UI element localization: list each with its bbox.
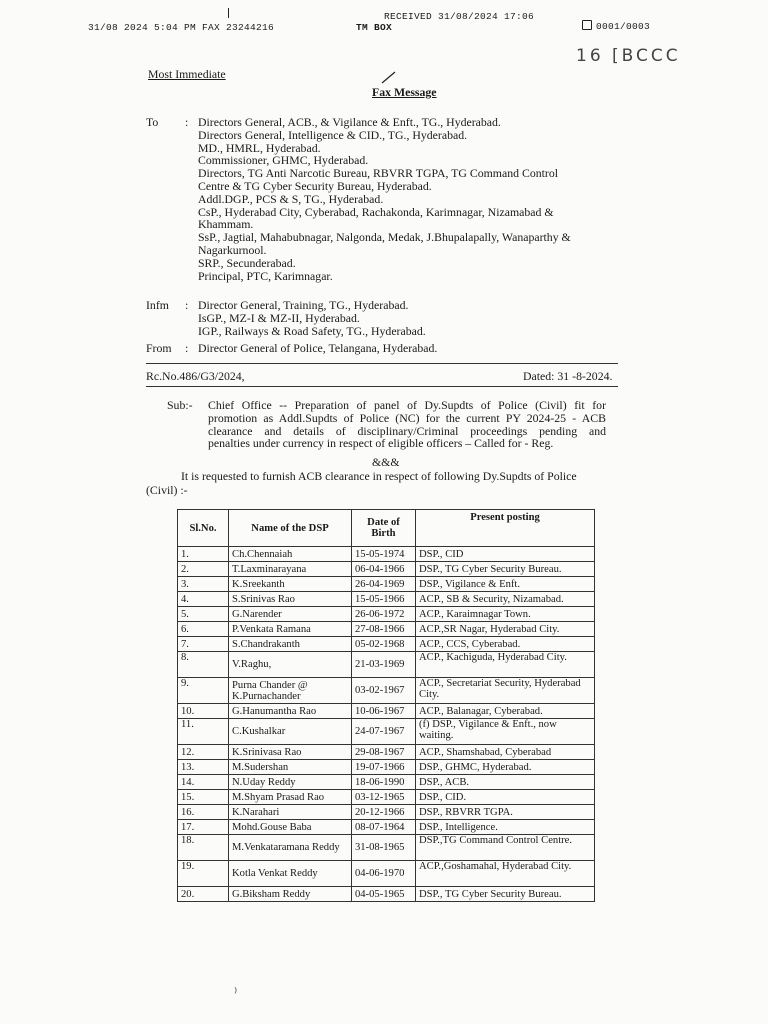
ref-rule-bottom	[146, 386, 618, 387]
cell-dob: 04-06-1970	[352, 861, 416, 887]
table-row	[178, 887, 595, 902]
reference-number: Rc.No.486/G3/2024,	[146, 369, 245, 383]
infm-line: Director General, Training, TG., Hyderabad.	[198, 298, 409, 312]
fax-header-left: 31/08 2024 5:04 PM FAX 23244216	[88, 22, 275, 33]
cell-dob: 15-05-1966	[352, 592, 416, 607]
cell-name: G.Hanumantha Rao	[229, 704, 352, 719]
cell-posting: DSP., ACB.	[416, 775, 595, 790]
cell-name: G.Biksham Reddy	[229, 887, 352, 902]
fax-tm-box: TM BOX	[356, 22, 393, 33]
cell-dob: 10-06-1967	[352, 704, 416, 719]
infm-line: IsGP., MZ-I & MZ-II, Hyderabad.	[198, 310, 360, 325]
cell-posting: ACP.,Goshamahal, Hyderabad City.	[416, 861, 595, 887]
cell-slno: 13.	[178, 760, 229, 775]
cell-dob: 05-02-1968	[352, 637, 416, 652]
cell-posting: DSP., Intelligence.	[416, 820, 595, 835]
cell-slno: 8.	[178, 652, 229, 678]
cell-name: P.Venkata Ramana	[229, 622, 352, 637]
cell-posting: ACP., Shamshabad, Cyberabad	[416, 745, 595, 760]
cell-slno: 15.	[178, 790, 229, 805]
fax-page-counter	[582, 20, 650, 32]
infm-list	[198, 299, 608, 337]
to-line: Nagarkurnool.	[198, 242, 267, 257]
to-line: Principal, PTC, Karimnagar.	[198, 268, 333, 283]
cell-slno: 16.	[178, 805, 229, 820]
cell-dob: 19-07-1966	[352, 760, 416, 775]
subject-label: Sub:-	[167, 398, 193, 412]
cell-slno: 5.	[178, 607, 229, 622]
table-row	[178, 678, 595, 704]
table-row	[178, 805, 595, 820]
to-line: CsP., Hyderabad City, Cyberabad, Rachakonda, Karimnagar, Nizamabad &	[198, 204, 554, 219]
to-line: Khammam.	[198, 217, 254, 232]
cell-name: M.Shyam Prasad Rao	[229, 790, 352, 805]
cell-slno: 6.	[178, 622, 229, 637]
from-line: Director General of Police, Telangana, Hyderabad.	[198, 341, 438, 355]
subject-line: penalties under currency in respect of eligible officers – Called for - Reg.	[208, 436, 554, 451]
to-label: To	[146, 115, 159, 129]
to-line: Directors, TG Anti Narcotic Bureau, RBVRR TGPA, TG Command Control	[198, 166, 559, 181]
cell-slno: 10.	[178, 704, 229, 719]
table-row	[178, 577, 595, 592]
cell-name: Ch.Chennaiah	[229, 547, 352, 562]
cell-dob: 31-08-1965	[352, 835, 416, 861]
cell-dob: 06-04-1966	[352, 562, 416, 577]
cell-slno: 18.	[178, 835, 229, 861]
cell-name: K.Narahari	[229, 805, 352, 820]
cell-name: S.Chandrakanth	[229, 637, 352, 652]
cell-dob: 03-12-1965	[352, 790, 416, 805]
cell-posting: (f) DSP., Vigilance & Enft., now waiting.	[416, 719, 595, 745]
table-row	[178, 562, 595, 577]
cell-slno: 7.	[178, 637, 229, 652]
to-line: SRP., Secunderabad.	[198, 255, 296, 270]
header-slno: Sl.No.	[178, 510, 229, 547]
cell-slno: 1.	[178, 547, 229, 562]
cell-slno: 17.	[178, 820, 229, 835]
table-row	[178, 790, 595, 805]
cell-slno: 3.	[178, 577, 229, 592]
cell-slno: 4.	[178, 592, 229, 607]
cell-posting: DSP., RBVRR TGPA.	[416, 805, 595, 820]
table-row	[178, 607, 595, 622]
to-line: Directors General, ACB., & Vigilance & Enft., TG., Hyderabad.	[198, 115, 501, 129]
cell-name: S.Srinivas Rao	[229, 592, 352, 607]
subject-line: Chief Office -- Preparation of panel of Dy.Supdts of Police (Civil) fit for	[208, 398, 606, 412]
cell-posting: DSP., TG Cyber Security Bureau.	[416, 887, 595, 902]
cell-dob: 29-08-1967	[352, 745, 416, 760]
header-name: Name of the DSP	[229, 510, 352, 547]
fax-received-stamp: RECEIVED 31/08/2024 17:06	[384, 11, 535, 22]
to-colon: :	[185, 115, 189, 129]
cell-dob: 03-02-1967	[352, 678, 416, 704]
cell-posting: ACP., CCS, Cyberabad.	[416, 637, 595, 652]
cell-slno: 2.	[178, 562, 229, 577]
priority-label: Most Immediate	[148, 67, 226, 81]
cell-posting: DSP., TG Cyber Security Bureau.	[416, 562, 595, 577]
table-row	[178, 622, 595, 637]
cell-slno: 19.	[178, 861, 229, 887]
cell-posting: ACP., Balanagar, Cyberabad.	[416, 704, 595, 719]
to-line: Directors General, Intelligence & CID., TG., Hyderabad.	[198, 127, 468, 142]
cell-name: K.Srinivasa Rao	[229, 745, 352, 760]
table-body	[178, 547, 595, 902]
ref-rule-top	[146, 363, 618, 364]
cell-slno: 20.	[178, 887, 229, 902]
cell-posting: DSP., CID	[416, 547, 595, 562]
body-line-2: (Civil) :-	[146, 483, 188, 497]
separator: &&&	[372, 455, 400, 469]
cell-slno: 12.	[178, 745, 229, 760]
table-row	[178, 637, 595, 652]
handwritten-note: 16 [BCCC	[576, 46, 681, 66]
cell-posting: DSP., GHMC, Hyderabad.	[416, 760, 595, 775]
cell-name: G.Narender	[229, 607, 352, 622]
cell-name: Mohd.Gouse Baba	[229, 820, 352, 835]
cell-slno: 14.	[178, 775, 229, 790]
fax-page-number: 0001/0003	[596, 21, 651, 32]
table-row	[178, 760, 595, 775]
cell-posting: ACP., Karaimnagar Town.	[416, 607, 595, 622]
cell-dob: 26-04-1969	[352, 577, 416, 592]
to-list	[198, 116, 608, 282]
cell-dob: 20-12-1966	[352, 805, 416, 820]
fax-icon	[582, 20, 592, 30]
cell-slno: 11.	[178, 719, 229, 745]
table-row	[178, 775, 595, 790]
table-row	[178, 745, 595, 760]
cell-dob: 21-03-1969	[352, 652, 416, 678]
table-row	[178, 704, 595, 719]
dsp-table	[177, 509, 595, 902]
dated: Dated: 31 -8-2024.	[523, 369, 613, 383]
table-row	[178, 835, 595, 861]
cell-dob: 24-07-1967	[352, 719, 416, 745]
cell-dob: 08-07-1964	[352, 820, 416, 835]
subject-line: promotion as Addl.Supdts of Police (NC) for the current PY 2024-25 - ACB	[208, 410, 606, 425]
body-line-1: It is requested to furnish ACB clearance in respect of following Dy.Supdts of Police	[181, 469, 577, 483]
cell-posting: DSP., Vigilance & Enft.	[416, 577, 595, 592]
table-header-row	[178, 510, 595, 547]
cell-posting: ACP., SB & Security, Nizamabad.	[416, 592, 595, 607]
from-colon: :	[185, 341, 189, 355]
cell-posting: ACP., Secretariat Security, Hyderabad City.	[416, 678, 595, 704]
cell-posting: DSP., CID.	[416, 790, 595, 805]
cell-name: T.Laxminarayana	[229, 562, 352, 577]
cell-name: Kotla Venkat Reddy	[229, 861, 352, 887]
cell-posting: ACP.,SR Nagar, Hyderabad City.	[416, 622, 595, 637]
to-line: Addl.DGP., PCS & S, TG., Hyderabad.	[198, 191, 384, 206]
subject-line: clearance and details of disciplinary/Criminal proceedings pending and	[208, 423, 606, 438]
infm-colon: :	[185, 298, 189, 312]
cell-name: M.Sudershan	[229, 760, 352, 775]
cell-name: M.Venkataramana Reddy	[229, 835, 352, 861]
cell-slno: 9.	[178, 678, 229, 704]
table-row	[178, 547, 595, 562]
table-row	[178, 652, 595, 678]
infm-label: Infm	[146, 298, 169, 312]
table-row	[178, 861, 595, 887]
header-dob: Date of Birth	[352, 510, 416, 547]
cell-dob: 26-06-1972	[352, 607, 416, 622]
cell-dob: 15-05-1974	[352, 547, 416, 562]
cell-name: C.Kushalkar	[229, 719, 352, 745]
tick-mark-icon	[381, 70, 397, 84]
to-line: Commissioner, GHMC, Hyderabad.	[198, 153, 369, 168]
document-title: Fax Message	[372, 85, 437, 99]
table-row	[178, 820, 595, 835]
header-posting: Present posting	[416, 510, 595, 547]
table-row	[178, 719, 595, 745]
cell-dob: 27-08-1966	[352, 622, 416, 637]
cell-dob: 04-05-1965	[352, 887, 416, 902]
infm-line: IGP., Railways & Road Safety, TG., Hyderabad.	[198, 323, 426, 338]
page-mark: ⁾	[234, 986, 238, 1001]
cell-name: V.Raghu,	[229, 652, 352, 678]
table-row	[178, 592, 595, 607]
cell-dob: 18-06-1990	[352, 775, 416, 790]
to-line: Centre & TG Cyber Security Bureau, Hyderabad.	[198, 178, 432, 193]
fax-mark	[228, 8, 229, 18]
from-label: From	[146, 341, 172, 355]
cell-posting: ACP., Kachiguda, Hyderabad City.	[416, 652, 595, 678]
to-line: SsP., Jagtial, Mahabubnagar, Nalgonda, Medak, J.Bhupalapally, Wanaparthy &	[198, 230, 571, 245]
cell-posting: DSP.,TG Command Control Centre.	[416, 835, 595, 861]
cell-name: Purna Chander @ K.Purnachander	[229, 678, 352, 704]
cell-name: N.Uday Reddy	[229, 775, 352, 790]
to-line: MD., HMRL, Hyderabad.	[198, 140, 321, 155]
subject-text	[208, 399, 606, 450]
cell-name: K.Sreekanth	[229, 577, 352, 592]
